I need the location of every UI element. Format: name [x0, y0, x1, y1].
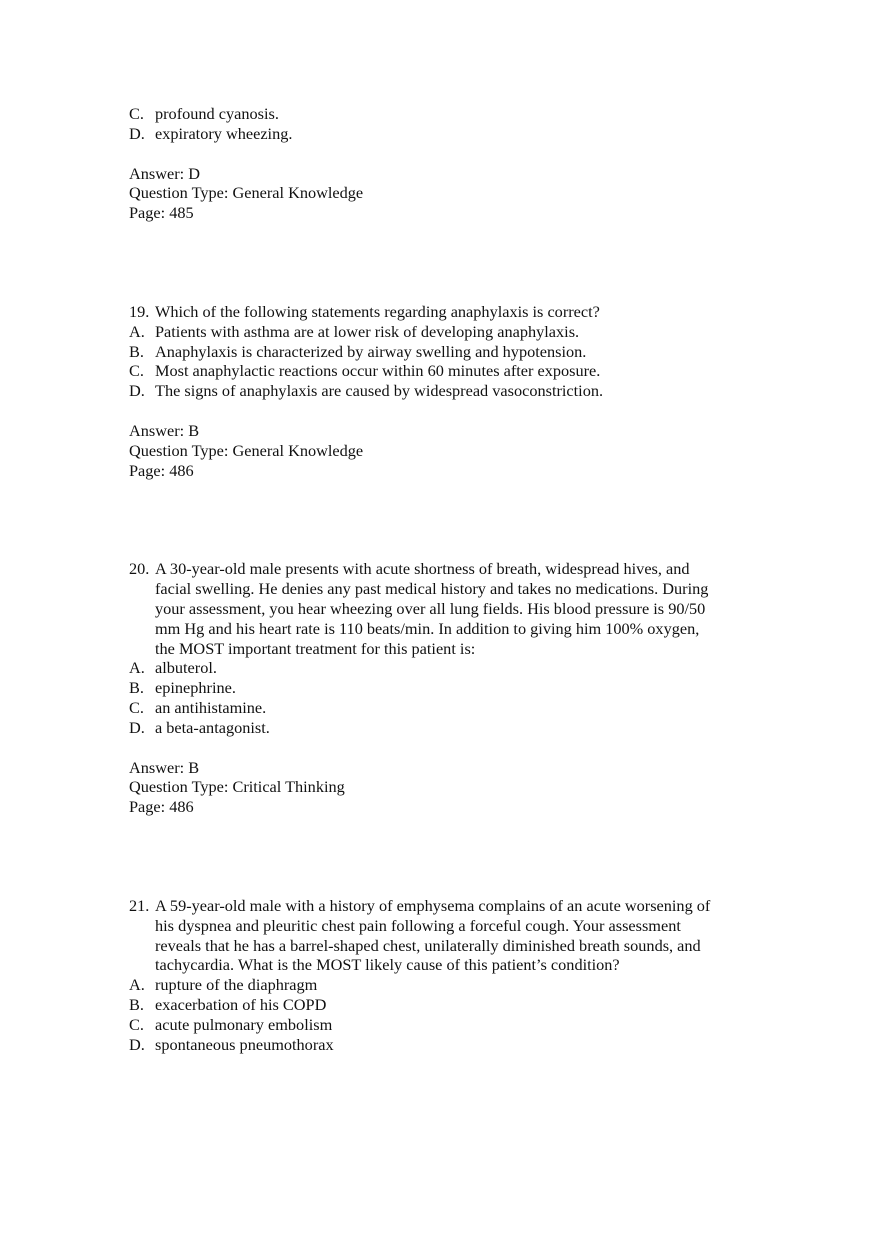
stem-line: your assessment, you hear wheezing over all lung fields. His blood pressure is 90/50	[155, 598, 706, 618]
question-stem	[129, 896, 769, 975]
option-text: exacerbation of his COPD	[155, 994, 327, 1014]
stem-line: his dyspnea and pleuritic chest pain following a forceful cough. Your assessment	[155, 915, 681, 935]
option-b	[129, 678, 769, 698]
option-text: profound cyanosis.	[155, 104, 279, 123]
option-text: The signs of anaphylaxis are caused by widespread vasoconstriction.	[155, 381, 604, 401]
stem-line: facial swelling. He denies any past medical history and takes no medications. During	[155, 579, 709, 599]
option-label: D.	[129, 717, 145, 737]
option-label: C.	[129, 1014, 144, 1034]
question-meta	[129, 421, 769, 480]
option-b	[129, 342, 769, 362]
option-text: an antihistamine.	[155, 697, 267, 717]
question-spacer	[129, 480, 769, 559]
option-c	[129, 1015, 769, 1035]
option-label: D.	[129, 381, 145, 401]
option-label: C.	[129, 697, 144, 717]
option-a	[129, 658, 769, 678]
stem-line: Which of the following statements regarding anaphylaxis is correct?	[155, 301, 600, 321]
page-reference-line: Page: 485	[129, 203, 194, 223]
option-text: expiratory wheezing.	[155, 123, 293, 143]
option-text: albuterol.	[155, 658, 217, 678]
question-stem	[129, 302, 769, 322]
option-text: Most anaphylactic reactions occur within 60 minutes after exposure.	[155, 361, 601, 381]
stem-line: the MOST important treatment for this patient is:	[155, 638, 476, 658]
option-text: epinephrine.	[155, 678, 236, 698]
option-c	[129, 104, 769, 124]
stem-line: A 59-year-old male with a history of emphysema complains of an acute worsening of	[155, 895, 711, 915]
stem-line: tachycardia. What is the MOST likely cause of this patient’s condition?	[155, 955, 620, 975]
question-number: 20.	[129, 559, 150, 579]
option-a	[129, 975, 769, 995]
question-19	[129, 302, 769, 480]
option-label: B.	[129, 341, 144, 361]
stem-line: A 30-year-old male presents with acute shortness of breath, widespread hives, and	[155, 559, 690, 579]
page-reference-line: Page: 486	[129, 460, 194, 480]
option-b	[129, 995, 769, 1015]
option-text: a beta-antagonist.	[155, 717, 270, 737]
option-label: D.	[129, 1034, 145, 1054]
option-label: A.	[129, 321, 145, 341]
option-label: C.	[129, 104, 144, 123]
option-label: A.	[129, 658, 145, 678]
option-text: Patients with asthma are at lower risk of developing anaphylaxis.	[155, 321, 580, 341]
stem-line: reveals that he has a barrel-shaped chest, unilaterally diminished breath sounds, and	[155, 935, 701, 955]
answer-line: Answer: D	[129, 163, 200, 183]
question-meta	[129, 758, 769, 817]
option-label: D.	[129, 123, 145, 143]
page-reference-line: Page: 486	[129, 797, 194, 817]
option-text: Anaphylaxis is characterized by airway swelling and hypotension.	[155, 341, 587, 361]
question-spacer	[129, 223, 769, 302]
option-a	[129, 322, 769, 342]
option-c	[129, 698, 769, 718]
question-number: 21.	[129, 895, 150, 915]
option-text: rupture of the diaphragm	[155, 975, 318, 995]
option-text: acute pulmonary embolism	[155, 1014, 333, 1034]
option-d	[129, 1035, 769, 1055]
option-c	[129, 361, 769, 381]
answer-line: Answer: B	[129, 420, 200, 440]
option-label: C.	[129, 361, 144, 381]
option-d	[129, 718, 769, 738]
document-page	[129, 104, 769, 1054]
question-type-line: Question Type: General Knowledge	[129, 183, 364, 203]
question-20	[129, 559, 769, 817]
option-d	[129, 124, 769, 144]
question-21	[129, 896, 769, 1054]
question-spacer	[129, 817, 769, 896]
option-label: A.	[129, 975, 145, 995]
question-meta	[129, 164, 769, 223]
option-label: B.	[129, 678, 144, 698]
option-d	[129, 381, 769, 401]
question-type-line: Question Type: General Knowledge	[129, 440, 364, 460]
question-number: 19.	[129, 301, 150, 321]
question-18	[129, 104, 769, 223]
question-stem	[129, 559, 769, 658]
question-type-line: Question Type: Critical Thinking	[129, 777, 345, 797]
answer-line: Answer: B	[129, 757, 200, 777]
stem-line: mm Hg and his heart rate is 110 beats/min. In addition to giving him 100% oxygen,	[155, 618, 700, 638]
option-text: spontaneous pneumothorax	[155, 1034, 334, 1054]
option-label: B.	[129, 994, 144, 1014]
